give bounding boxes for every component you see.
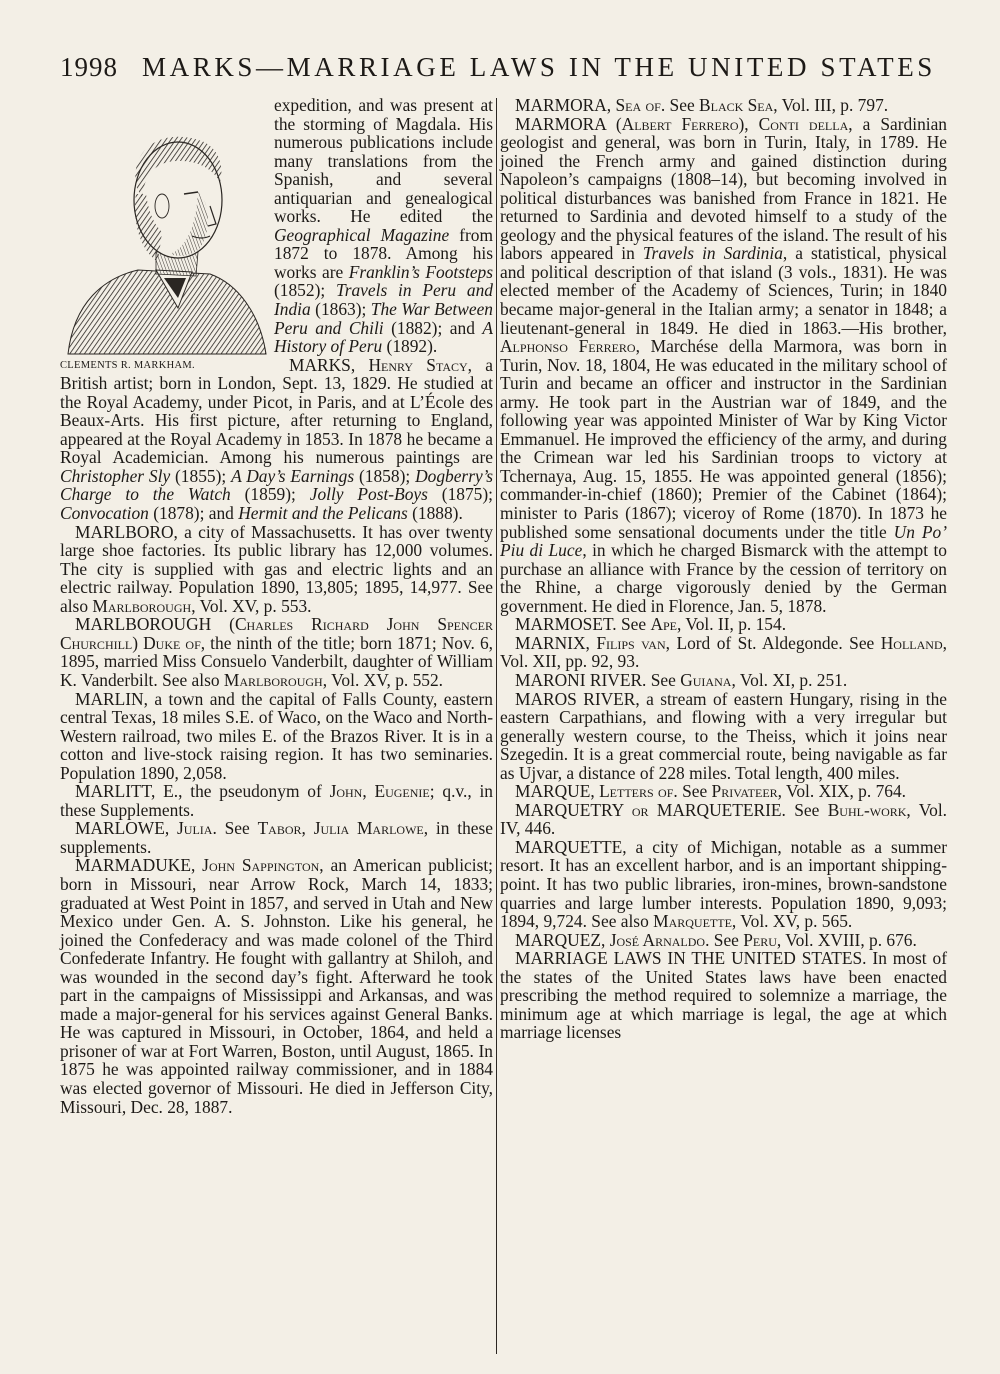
- cross-reference: Tabor, Julia Marlowe: [257, 818, 424, 839]
- entry-name: Charles Richard John Spencer Churchill) Duke of: [60, 614, 493, 653]
- entry-text: , Marchése della Marmora, was born in Turin, Nov. 18, 1804, He was educated in the military school of Turin and became an officer and instructor in the Sardinian army. He took part in the Austrian war of 1849, and the following year was appointed Minister of War by King Victor Emmanuel. He improved the efficiency of the army, and during the Crimean war led his Sardinian troops to victory at Tchernaya, Aug. 15, 1855. He was appointed general (1856); commander-in-chief (1860); Premier of the Cabinet (1864); minister to Paris (1867); viceroy of Rome (1870). In 1873 he published some sensational documents under the title: [500, 336, 947, 542]
- entry-text: , in which he charged Bismarck with the attempt to purchase an alliance with France by the cession of territory on the Rhine, a charge vigorously denied by the German government. He died in Florence, Jan. 5, 1878.: [500, 540, 947, 616]
- entry-marlowe: [60, 819, 493, 856]
- cross-reference: Peru: [743, 929, 777, 950]
- entry-text: expedition, and was present at the storming of Magdala. His numerous publications include many translations from the Spanish, and several antiquarian and genealogical works. He edited the: [274, 95, 493, 227]
- work-title: Dogberry’s Charge to the Watch: [60, 465, 493, 505]
- work-title: A Day’s Earnings: [231, 465, 355, 486]
- cross-reference: Holland: [880, 632, 943, 653]
- entry-text: (1882); and: [383, 317, 483, 338]
- entry-text: (1852);: [274, 280, 336, 301]
- entry-text: (1892).: [382, 336, 438, 357]
- work-title: Convocation: [60, 503, 149, 524]
- entry-text: In most of the states of the United States laws have been enacted prescribing the method required to solemnize a marriage, the minimum age at which marriage is legal, the age at which marriage licenses: [500, 948, 948, 1043]
- entry-name: Filips van: [596, 632, 666, 653]
- entry-text: , Vol. IV, 446.: [500, 799, 947, 839]
- entry-text: MARMOSET. See: [515, 614, 651, 635]
- entry-marquetry: [500, 801, 947, 838]
- entry-text: , Vol. III, p. 797.: [773, 95, 889, 115]
- cross-reference: Buhl-work: [827, 799, 907, 820]
- portrait-engraving-icon: [60, 102, 268, 358]
- entry-marmora-sea: [500, 96, 947, 115]
- entry-headword: MARRIAGE LAWS IN THE UNITED STATES.: [515, 948, 867, 969]
- entry-marks: [60, 356, 493, 523]
- entry-text: . See: [673, 781, 712, 802]
- entry-headword: MARNIX,: [515, 632, 597, 653]
- entry-marmaduke: [60, 856, 493, 1116]
- cross-reference: Marlborough: [92, 595, 192, 616]
- entry-marque: [500, 782, 947, 801]
- entry-name: Julia: [177, 818, 213, 839]
- cross-reference: Privateer: [711, 781, 778, 802]
- cross-reference: John, Eugenie: [329, 781, 430, 802]
- entry-text: MARQUETERIE. See: [648, 799, 828, 820]
- entry-text: (1859);: [230, 484, 310, 505]
- entry-headword: MARLOWE,: [75, 818, 178, 839]
- column-divider: [496, 98, 497, 1354]
- portrait-figure: [60, 102, 268, 374]
- entry-text: (1863);: [310, 299, 371, 320]
- left-column: [60, 96, 493, 1116]
- entry-text: or: [631, 799, 649, 820]
- page-number: 1998: [60, 52, 118, 82]
- entry-marlborough: [60, 615, 493, 689]
- entry-name: John Sappington: [202, 855, 320, 876]
- work-title: Un Po’ Piu di Luce: [500, 521, 947, 561]
- cross-reference: Guiana: [680, 669, 732, 690]
- entry-text: (1875);: [427, 484, 493, 505]
- entry-text: MARLBORO, a city of Massachusetts. It has over twenty large shoe factories. Its public library has 12,000 volumes. The city is supplied with gas and electric lights and an electric railway. Population 1890, 13,805; 1895, 14,977. See also: [60, 521, 493, 616]
- entry-text: (1888).: [407, 503, 463, 524]
- page-header: [60, 52, 952, 96]
- entry-marlboro: [60, 523, 493, 616]
- entry-name: Letters of: [599, 781, 674, 802]
- entry-headword: MARQUEZ,: [515, 929, 610, 950]
- work-title: Franklin’s Footsteps: [348, 261, 494, 282]
- work-title: Jolly Post-Boys: [309, 484, 428, 505]
- entry-text: , Vol. XI, p. 251.: [731, 669, 848, 690]
- entry-headword: MARMORA,: [515, 95, 616, 115]
- entry-name: José Arnaldo: [609, 929, 706, 950]
- entry-headword: MARMADUKE,: [75, 855, 203, 876]
- running-title: MARKS—MARRIAGE LAWS IN THE UNITED STATES: [142, 52, 936, 82]
- entry-text: MARLITT, E., the pseudonym of: [75, 781, 330, 802]
- entry-text: , a British artist; born in London, Sept. 13, 1829. He studied at the Royal Academy, under Picot, in Paris, and at L’École des Beaux-Arts. His first picture, after returning to England, appeared at the Royal Academy in 1853. In 1878 he became a Royal Academician. Among his numerous paintings are: [60, 354, 493, 468]
- entry-marmoset: [500, 615, 947, 634]
- entry-text: , a Sardinian geologist and general, was born in Turin, Italy, in 1789. He joined the French army and gained distinction during Napoleon’s campaigns (1808–14), but becoming involved in political disturbances was banished from France in 1821. He returned to Sardinia and devoted himself to a study of the geology and the physical features of the island. The result of his labors appeared in: [500, 113, 948, 264]
- entry-text: , Vol. XV, p. 553.: [191, 595, 312, 616]
- entry-text: ; q.v., in these Supplements.: [60, 781, 494, 820]
- entry-text: . See: [705, 929, 744, 950]
- entry-text: , Vol. XVIII, p. 676.: [776, 929, 917, 950]
- entry-text: MARQUETTE, a city of Michigan, notable as a summer resort. It has an excellent harbor, and is an important shipping-point. It has two public libraries, iron-mines, brown-sandstone quarries and large lumber interests. Population 1890, 9,093; 1894, 9,724. See also: [500, 836, 947, 932]
- entry-maros-river: MAROS RIVER, a stream of eastern Hungary, rising in the eastern Carpathians, and flowing with a very irregular but generally western course, to the Theiss, which it joins near Szegedin. It is a great commercial route, being navigable as far as Ujvar, a distance of 228 miles. Total length, 400 miles.: [500, 688, 947, 783]
- entry-text: , an American publicist; born in Missouri, near Arrow Rock, March 14, 1833; graduated at West Point in 1857, and served in Utah and New Mexico under Gen. A. S. Johnston. Like his general, he joined the Confederacy and was made colonel of the Third Confederate Infantry. He fought with gallantry at Shiloh, and was wounded in the second day’s fight. Afterward he took part in the campaigns of Mississippi and Arkansas, and was made a major-general for his services against General Banks. He was captured in Missouri, in October, 1864, and held a prisoner of war at Fort Warren, Boston, until August, 1865. In 1875 he was appointed railway commissioner, and in 1884 was elected governor of Missouri. He died in Jefferson City, Missouri, Dec. 28, 1887.: [60, 855, 494, 1117]
- entry-marnix: [500, 634, 947, 671]
- entry-headword: MARMORA (: [515, 113, 622, 134]
- work-title: Christopher Sly: [60, 465, 171, 486]
- work-title: Geographical Magazine: [274, 224, 450, 245]
- entry-text: (1855);: [170, 465, 232, 486]
- cross-reference: Marlborough: [223, 669, 323, 690]
- entry-marquette: [500, 838, 947, 931]
- entry-text: , Lord of St. Aldegonde. See: [665, 632, 881, 653]
- cross-reference: Marquette: [653, 911, 732, 932]
- work-title: Travels in Peru and India: [274, 280, 493, 320]
- entry-text: , Vol. XV, p. 552.: [322, 669, 444, 690]
- entry-marriage-laws: [500, 949, 947, 1042]
- entry-text: from 1872 to 1878. Among his works are: [274, 224, 493, 282]
- work-title: Hermit and the Pelicans: [238, 503, 408, 524]
- cross-reference: Black Sea: [699, 95, 774, 115]
- entry-text: , Vol. XIX, p. 764.: [777, 781, 907, 802]
- entry-text: (1858);: [354, 465, 416, 486]
- entry-maroni-river: [500, 671, 947, 690]
- entry-text: . See: [660, 95, 700, 115]
- work-title: A History of Peru: [274, 317, 493, 357]
- entry-text: , Vol. XII, pp. 92, 93.: [500, 632, 947, 672]
- entry-text: , in these supplements.: [60, 818, 493, 857]
- entry-marlin: MARLIN, a town and the capital of Falls County, eastern central Texas, 18 miles S.E. of Waco, on the Waco and North-Western railroad, two miles E. of the Brazos River. It is in a cotton and live-stock raising region. It has two seminaries. Population 1890, 2,058.: [60, 688, 493, 783]
- entry-name: Alphonso Ferrero: [500, 336, 636, 357]
- entry-name: Sea of: [615, 95, 661, 115]
- entry-marquez: [500, 931, 947, 950]
- entry-headword: MARQUE,: [515, 781, 600, 802]
- entry-text: , Vol. XV, p. 565.: [731, 911, 853, 932]
- work-title: Travels in Sardinia: [642, 243, 783, 264]
- entry-headword: MARQUETRY: [515, 799, 632, 820]
- entry-text: . See: [212, 818, 258, 839]
- portrait-caption: CLEMENTS R. MARKHAM.: [60, 360, 195, 371]
- entry-headword: MARKS,: [289, 354, 369, 375]
- entry-text: , the ninth of the title; born 1871; Nov. 6, 1895, married Miss Consuelo Vanderbilt, daughter of William K. Vanderbilt. See also: [60, 632, 493, 690]
- entry-name: Henry Stacy: [368, 354, 468, 375]
- entry-name: Albert Ferrero), Conti della: [621, 113, 849, 134]
- entry-text: , a statistical, physical and political description of that island (3 vols., 1831). He was elected member of the Academy of Sciences, Turin; in 1840 became major-general in the Italian army; a senator in 1848; a lieutenant-general in 1849. He died in 1863.—His brother,: [500, 243, 947, 338]
- right-column: [500, 96, 947, 1042]
- entry-marmora: [500, 115, 947, 616]
- work-title: The War Between Peru and Chili: [274, 299, 493, 338]
- entry-text: MARONI RIVER. See: [515, 669, 681, 690]
- cross-reference: Ape: [650, 614, 678, 635]
- entry-text: (1878); and: [148, 503, 239, 524]
- entry-headword: MARLBOROUGH (: [75, 614, 235, 635]
- entry-text: , Vol. II, p. 154.: [677, 614, 787, 635]
- entry-marlitt: [60, 782, 493, 819]
